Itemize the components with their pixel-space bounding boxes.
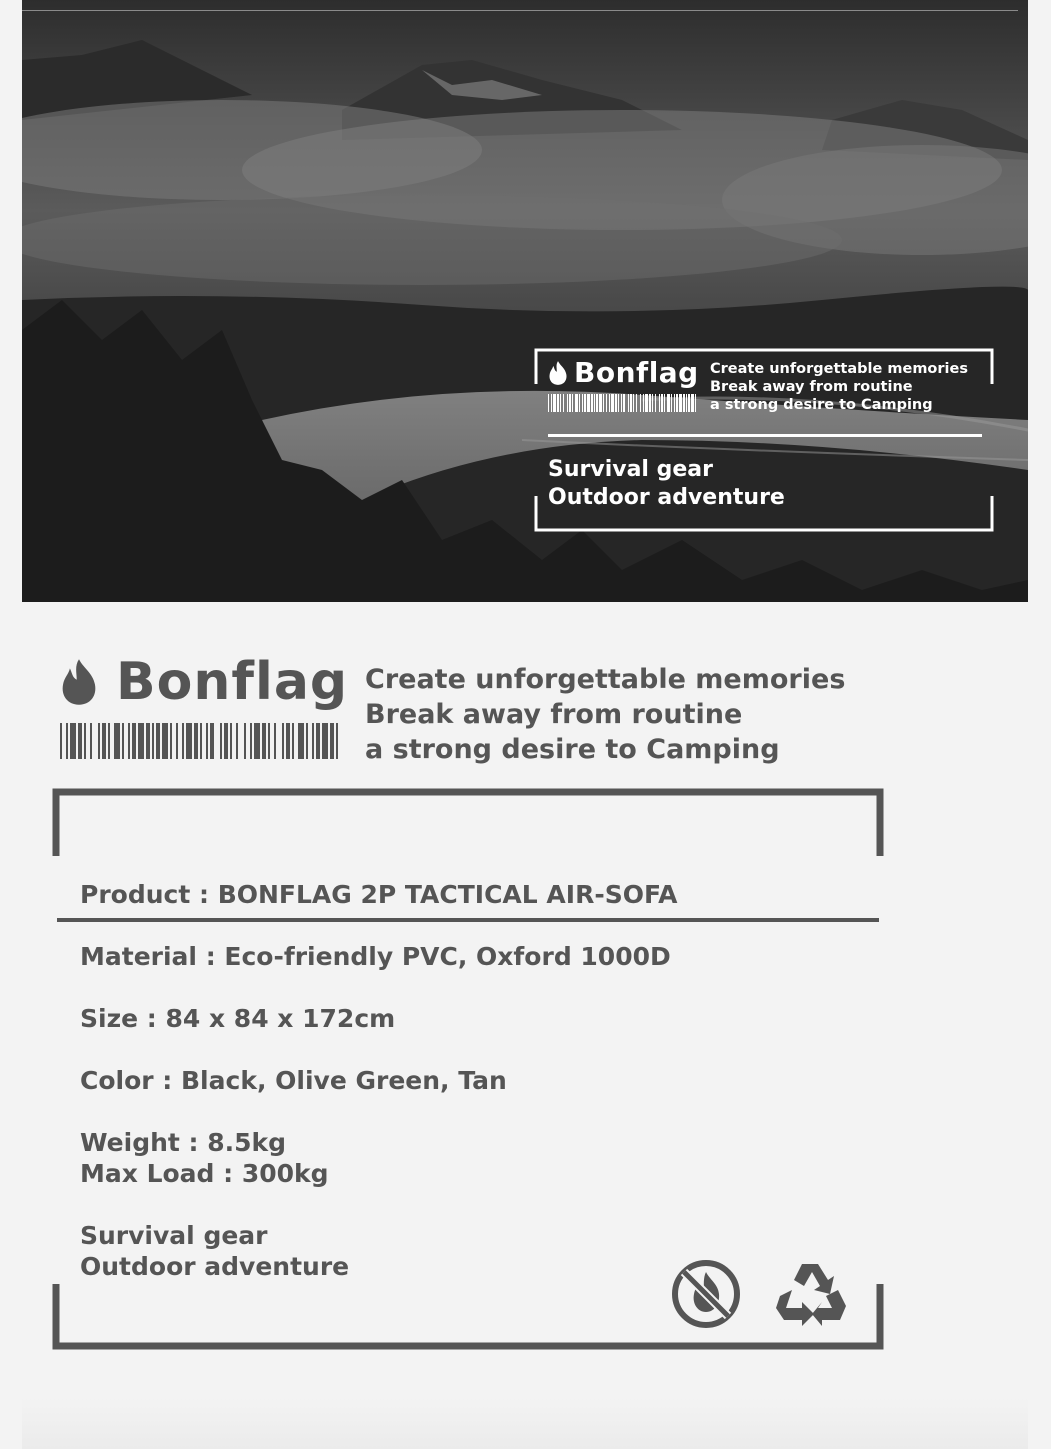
hero-tagline-line: a strong desire to Camping xyxy=(710,397,933,413)
main-brand-name: Bonflag xyxy=(116,652,349,712)
hero-badge xyxy=(534,348,994,532)
spec-size: Size : 84 x 84 x 172cm xyxy=(80,1004,396,1033)
hero-tagline-line: Break away from routine xyxy=(710,379,913,395)
bottom-fade xyxy=(22,1398,1028,1449)
hero-landscape xyxy=(22,0,1028,602)
spec-footer-line: Survival gear xyxy=(80,1221,268,1250)
spec-material: Material : Eco-friendly PVC, Oxford 1000D xyxy=(80,942,671,971)
spec-icons xyxy=(670,1258,848,1330)
spec-max-load: Max Load : 300kg xyxy=(80,1159,329,1188)
no-fire-icon xyxy=(670,1258,742,1330)
spec-box xyxy=(52,788,884,1352)
main-tagline xyxy=(365,662,845,767)
top-divider xyxy=(22,10,1018,11)
spec-footer-line: Outdoor adventure xyxy=(80,1252,350,1281)
hero-logo xyxy=(546,356,699,389)
hero-badge-rule xyxy=(548,434,982,437)
hero-brand-name: Bonflag xyxy=(574,356,699,389)
barcode-icon xyxy=(60,723,340,759)
product-rule xyxy=(57,918,879,922)
hero-tagline-line: Create unforgettable memories xyxy=(710,361,968,377)
barcode-icon xyxy=(548,394,696,412)
flame-icon xyxy=(546,360,570,386)
spec-product: Product : BONFLAG 2P TACTICAL AIR-SOFA xyxy=(80,880,678,909)
hero-tagline xyxy=(710,360,968,414)
hero-subtitle-line: Survival gear xyxy=(548,457,713,482)
recycle-icon xyxy=(772,1258,848,1330)
main-tagline-line: a strong desire to Camping xyxy=(365,734,780,765)
spec-color: Color : Black, Olive Green, Tan xyxy=(80,1066,507,1095)
main-logo xyxy=(56,652,348,712)
main-tagline-line: Create unforgettable memories xyxy=(365,664,846,695)
spec-weight: Weight : 8.5kg xyxy=(80,1128,287,1157)
hero-subtitle-line: Outdoor adventure xyxy=(548,485,785,510)
main-tagline-line: Break away from routine xyxy=(365,699,743,730)
flame-icon xyxy=(56,657,102,707)
hero-subtitle xyxy=(548,456,785,512)
